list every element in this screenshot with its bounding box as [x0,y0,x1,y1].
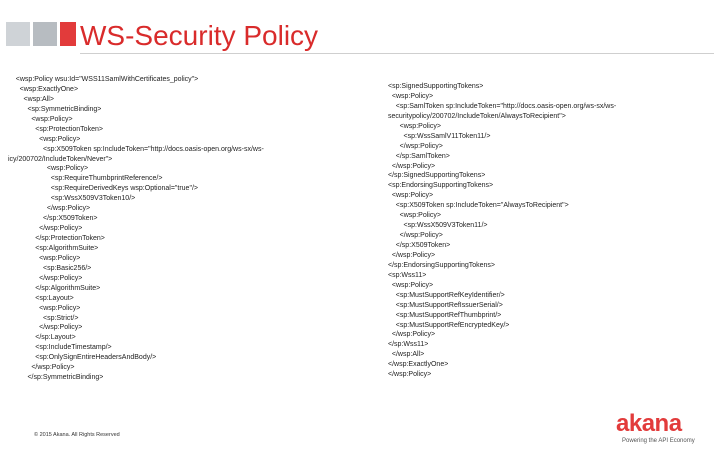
akana-logo [604,410,716,448]
left-code-line: <sp:OnlySignEntireHeadersAndBody/> [8,354,157,362]
slide-title: WS-Security Policy [80,20,319,51]
left-code-line: </sp:ProtectionToken> [8,235,105,242]
right-code-line: </wsp:All> [388,351,425,359]
left-code-line: <wsp:Policy wsu:Id="WSS11SamlWithCertificates_policy"> [8,76,199,83]
right-code-line: <wsp:Policy> [388,122,441,130]
left-code-line: <wsp:Policy> [8,165,89,173]
left-code-line: <sp:IncludeTimestamp/> [8,344,112,352]
logo-wordmark: akana [616,410,682,437]
left-code-line: </wsp:Policy> [8,225,83,233]
left-code-line: <sp:RequireThumbprintReference/> [8,175,163,183]
right-code-line: </wsp:Policy> [388,142,443,150]
right-code-line: </wsp:Policy> [388,331,436,339]
title-square-gray [33,22,57,46]
right-code-line: </wsp:Policy> [388,162,436,170]
right-code-line: </wsp:ExactlyOne> [388,361,449,369]
right-code-line: <sp:EndorsingSupportingTokens> [388,182,494,190]
left-code-line: icy/200702/IncludeToken/Never"> [8,155,113,163]
right-code-line: </sp:X509Token> [388,242,451,249]
left-code-line: <sp:X509Token sp:IncludeToken="http://docs.oasis-open.org/ws-sx/ws- [8,145,264,153]
left-code-line: <sp:Layout> [8,294,74,302]
left-code-line: <sp:AlgorithmSuite> [8,244,99,252]
right-code-line: <wsp:Policy> [388,281,434,289]
right-code-line: </wsp:Policy> [388,251,436,259]
left-code-line: </wsp:Policy> [8,274,83,282]
right-code-line: </wsp:Policy> [388,232,443,240]
left-code-line: <sp:Basic256/> [8,264,92,272]
right-code-line: securitypolicy/200702/IncludeToken/AlwaysToRecipient"> [388,112,566,120]
left-code-line: </wsp:Policy> [8,324,83,332]
right-code-line: <sp:X509Token sp:IncludeToken="AlwaysToRecipient"> [388,202,569,210]
left-code-line: <wsp:Policy> [8,135,81,143]
left-code-line: <wsp:Policy> [8,304,81,312]
right-code-line: </sp:Wss11> [388,341,429,349]
logo-tagline: Powering the API Economy [622,438,695,444]
left-code-line: <sp:RequireDerivedKeys wsp:Optional="true"/> [8,185,198,193]
left-code-line: <sp:SymmetricBinding> [8,105,102,113]
right-code-line: <sp:WssX509V3Token11/> [388,222,488,230]
right-code-line: <wsp:Policy> [388,212,441,220]
right-code-line: <sp:SignedSupportingTokens> [388,83,484,90]
left-code-line: <wsp:All> [8,95,54,103]
right-code-line: <wsp:Policy> [388,92,434,100]
left-code-line: <sp:WssX509V3Token10/> [8,195,136,203]
right-code-line: <sp:Wss11> [388,271,427,279]
right-code-line: <sp:SamlToken sp:IncludeToken="http://docs.oasis-open.org/ws-sx/ws- [388,102,617,110]
left-code-line: </sp:SymmetricBinding> [8,374,104,382]
right-code-line: </sp:SignedSupportingTokens> [388,172,486,180]
right-code-line: <sp:MustSupportRefIssuerSerial/> [388,301,503,309]
left-code-line: <sp:Strict/> [8,314,79,322]
left-code-line: </wsp:Policy> [8,205,91,213]
right-code-line: <sp:WssSamlV11Token11/> [388,132,491,140]
title-square-red [60,22,76,46]
right-code-line: <wsp:Policy> [388,192,434,200]
left-code-line: </sp:Layout> [8,334,76,342]
left-code-line: <wsp:Policy> [8,115,73,123]
policy-code-right [388,82,713,380]
right-code-line: </sp:SamlToken> [388,152,450,160]
title-divider [80,53,714,54]
left-code-line: <sp:ProtectionToken> [8,125,103,133]
policy-code-left [8,75,338,383]
left-code-line: </wsp:Policy> [8,364,75,372]
title-square-light [6,22,30,46]
right-code-line: <sp:MustSupportRefKeyIdentifier/> [388,291,505,299]
copyright-footer: © 2015 Akana. All Rights Reserved [34,432,120,438]
left-code-line: <wsp:ExactlyOne> [8,85,79,93]
right-code-line: </sp:EndorsingSupportingTokens> [388,261,496,269]
right-code-line: <sp:MustSupportRefThumbprint/> [388,311,502,319]
left-code-line: </sp:X509Token> [8,215,98,223]
right-code-line: </wsp:Policy> [388,371,432,379]
left-code-line: <wsp:Policy> [8,254,81,262]
right-code-line: <sp:MustSupportRefEncryptedKey/> [388,321,510,329]
left-code-line: </sp:AlgorithmSuite> [8,284,101,292]
